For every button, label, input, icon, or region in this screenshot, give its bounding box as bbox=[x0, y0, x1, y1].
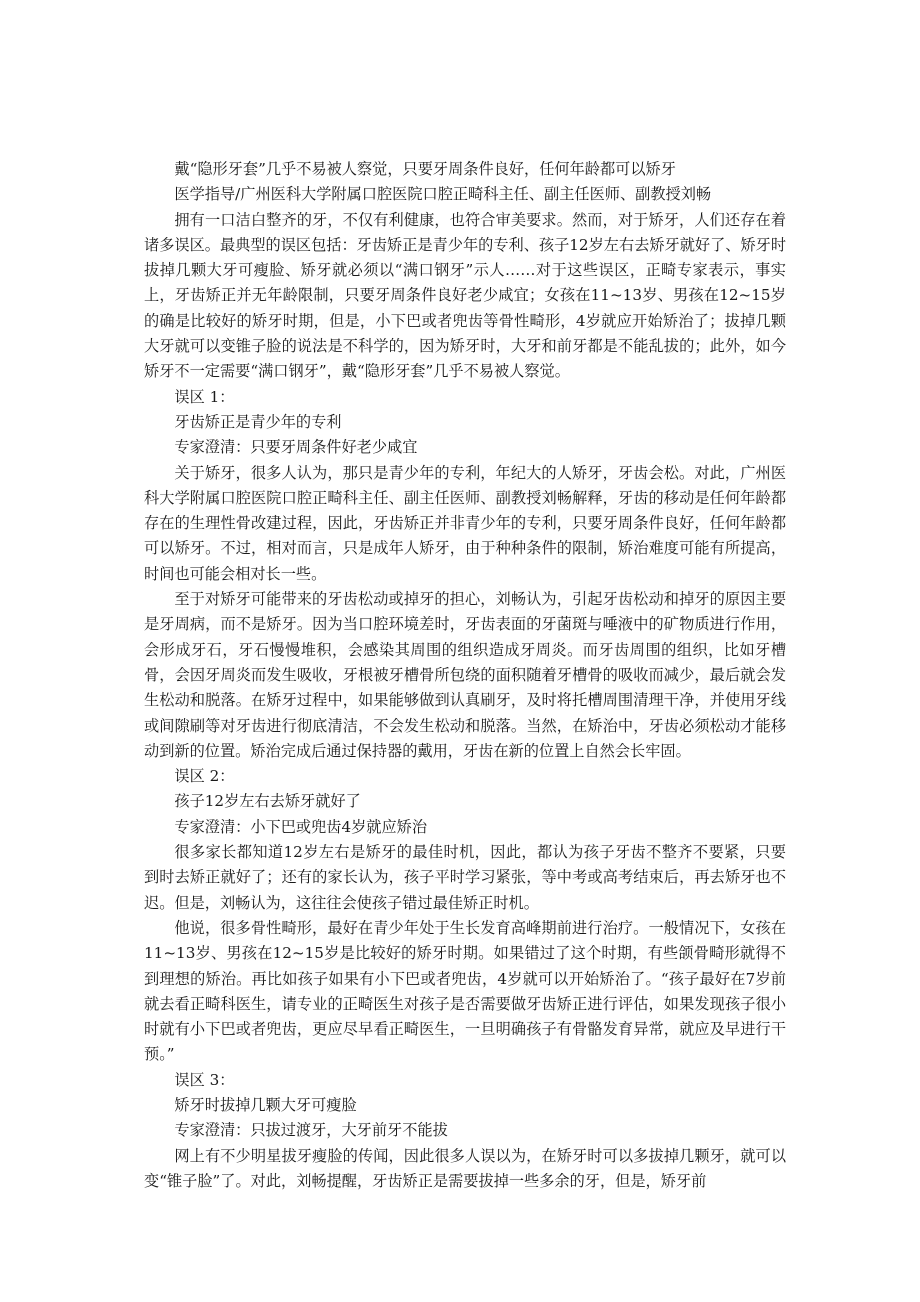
section-2-paragraph: 很多家长都知道12岁左右是矫牙的最佳时机，因此，都认为孩子牙齿不整齐不要紧，只要到时去矫正就好了；还有的家长认为，孩子平时学习紧张，等中考或高考结束后，再去矫牙也不迟。但是，刘畅认为，这往往会使孩子错过最佳矫正时机。 bbox=[144, 843, 786, 912]
intro-paragraph: 拥有一口洁白整齐的牙，不仅有利健康，也符合审美要求。然而，对于矫牙，人们还存在着诸多误区。最典型的误区包括：牙齿矫正是青少年的专利、孩子12岁左右去矫牙就好了、矫牙时拔掉几颗大牙可瘦脸、矫牙就必须以“满口钢牙”示人……对于这些误区，正畸专家表示，事实上，牙齿矫正并无年龄限制，只要牙周条件良好老少咸宜；女孩在11~13岁、男孩在12~15岁的确是比较好的矫牙时期，但是，小下巴或者兜齿等骨性畸形，4岁就应开始矫治了；拔掉几颗大牙就可以变锥子脸的说法是不科学的，因为矫牙时，大牙和前牙都是不能乱拔的；此外，如今矫牙不一定需要“满口钢牙”，戴“隐形牙套”几乎不易被人察觉。 bbox=[144, 210, 787, 381]
section-1-paragraph: 至于对矫牙可能带来的牙齿松动或掉牙的担心，刘畅认为，引起牙齿松动和掉牙的原因主要是牙周病，而不是矫牙。因为当口腔环境差时，牙齿表面的牙菌斑与唾液中的矿物质进行作用，会形成牙石，牙石慢慢堆积，会感染其周围的组织造成牙周炎。而牙齿周围的组织，比如牙槽骨，会因牙周炎而发生吸收，牙根被牙槽骨所包绕的面积随着牙槽骨的吸收而减少，最后就会发生松动和脱落。在矫牙过程中，如果能够做到认真刷牙，及时将托槽周围清理干净，并使用牙线或间隙刷等对牙齿进行彻底清洁，不会发生松动和脱落。当然，在矫治中，牙齿必须松动才能移动到新的位置。矫治完成后通过保持器的戴用，牙齿在新的位置上自然会长牢固。 bbox=[144, 590, 786, 760]
article-byline: 医学指导/广州医科大学附属口腔医院口腔正畸科主任、副主任医师、副教授刘畅 bbox=[174, 185, 712, 204]
section-2-myth: 孩子12岁左右去矫牙就好了 bbox=[174, 792, 361, 811]
section-3-label: 误区 3： bbox=[174, 1070, 235, 1089]
section-3-myth: 矫牙时拔掉几颗大牙可瘦脸 bbox=[174, 1095, 357, 1114]
document-page bbox=[144, 157, 786, 1194]
section-1-paragraph: 关于矫牙，很多人认为，那只是青少年的专利，年纪大的人矫牙，牙齿会松。对此，广州医科大学附属口腔医院口腔正畸科主任、副主任医师、副教授刘畅解释，牙齿的移动是任何年龄都存在的生理性骨改建过程，因此，牙齿矫正并非青少年的专利，只要牙周条件良好，任何年龄都可以矫牙。不过，相对而言，只是成年人矫牙，由于种种条件的限制，矫治难度可能有所提高，时间也可能会相对长一些。 bbox=[144, 463, 786, 583]
section-3-paragraph: 网上有不少明星拔牙瘦脸的传闻，因此很多人误以为，在矫牙时可以多拔掉几颗牙，就可以变“锥子脸”了。对此，刘畅提醒，牙齿矫正是需要拔掉一些多余的牙，但是，矫牙前 bbox=[144, 1146, 786, 1190]
section-2-paragraph: 他说，很多骨性畸形，最好在青少年处于生长发育高峰期前进行治疗。一般情况下，女孩在11~13岁、男孩在12~15岁是比较好的矫牙时期。如果错过了这个时期，有些颌骨畸形就得不到理想的矫治。再比如孩子如果有小下巴或者兜齿，4岁就可以开始矫治了。“孩子最好在7岁前就去看正畸科医生，请专业的正畸医生对孩子是否需要做牙齿矫正进行评估，如果发现孩子很小时就有小下巴或者兜齿，更应尽早看正畸医生，一旦明确孩子有骨骼发育异常，就应及早进行干预。” bbox=[144, 918, 786, 1064]
section-3-clarify: 专家澄清：只拔过渡牙，大牙前牙不能拔 bbox=[174, 1121, 448, 1140]
section-2-clarify: 专家澄清：小下巴或兜齿4岁就应矫治 bbox=[174, 817, 428, 836]
article-title: 戴“隐形牙套”几乎不易被人察觉，只要牙周条件良好，任何年龄都可以矫牙 bbox=[174, 160, 676, 178]
section-2-label: 误区 2： bbox=[174, 767, 235, 786]
section-1-clarify: 专家澄清：只要牙周条件好老少咸宜 bbox=[174, 438, 418, 457]
section-1-myth: 牙齿矫正是青少年的专利 bbox=[174, 412, 342, 431]
section-1-label: 误区 1： bbox=[174, 387, 235, 406]
